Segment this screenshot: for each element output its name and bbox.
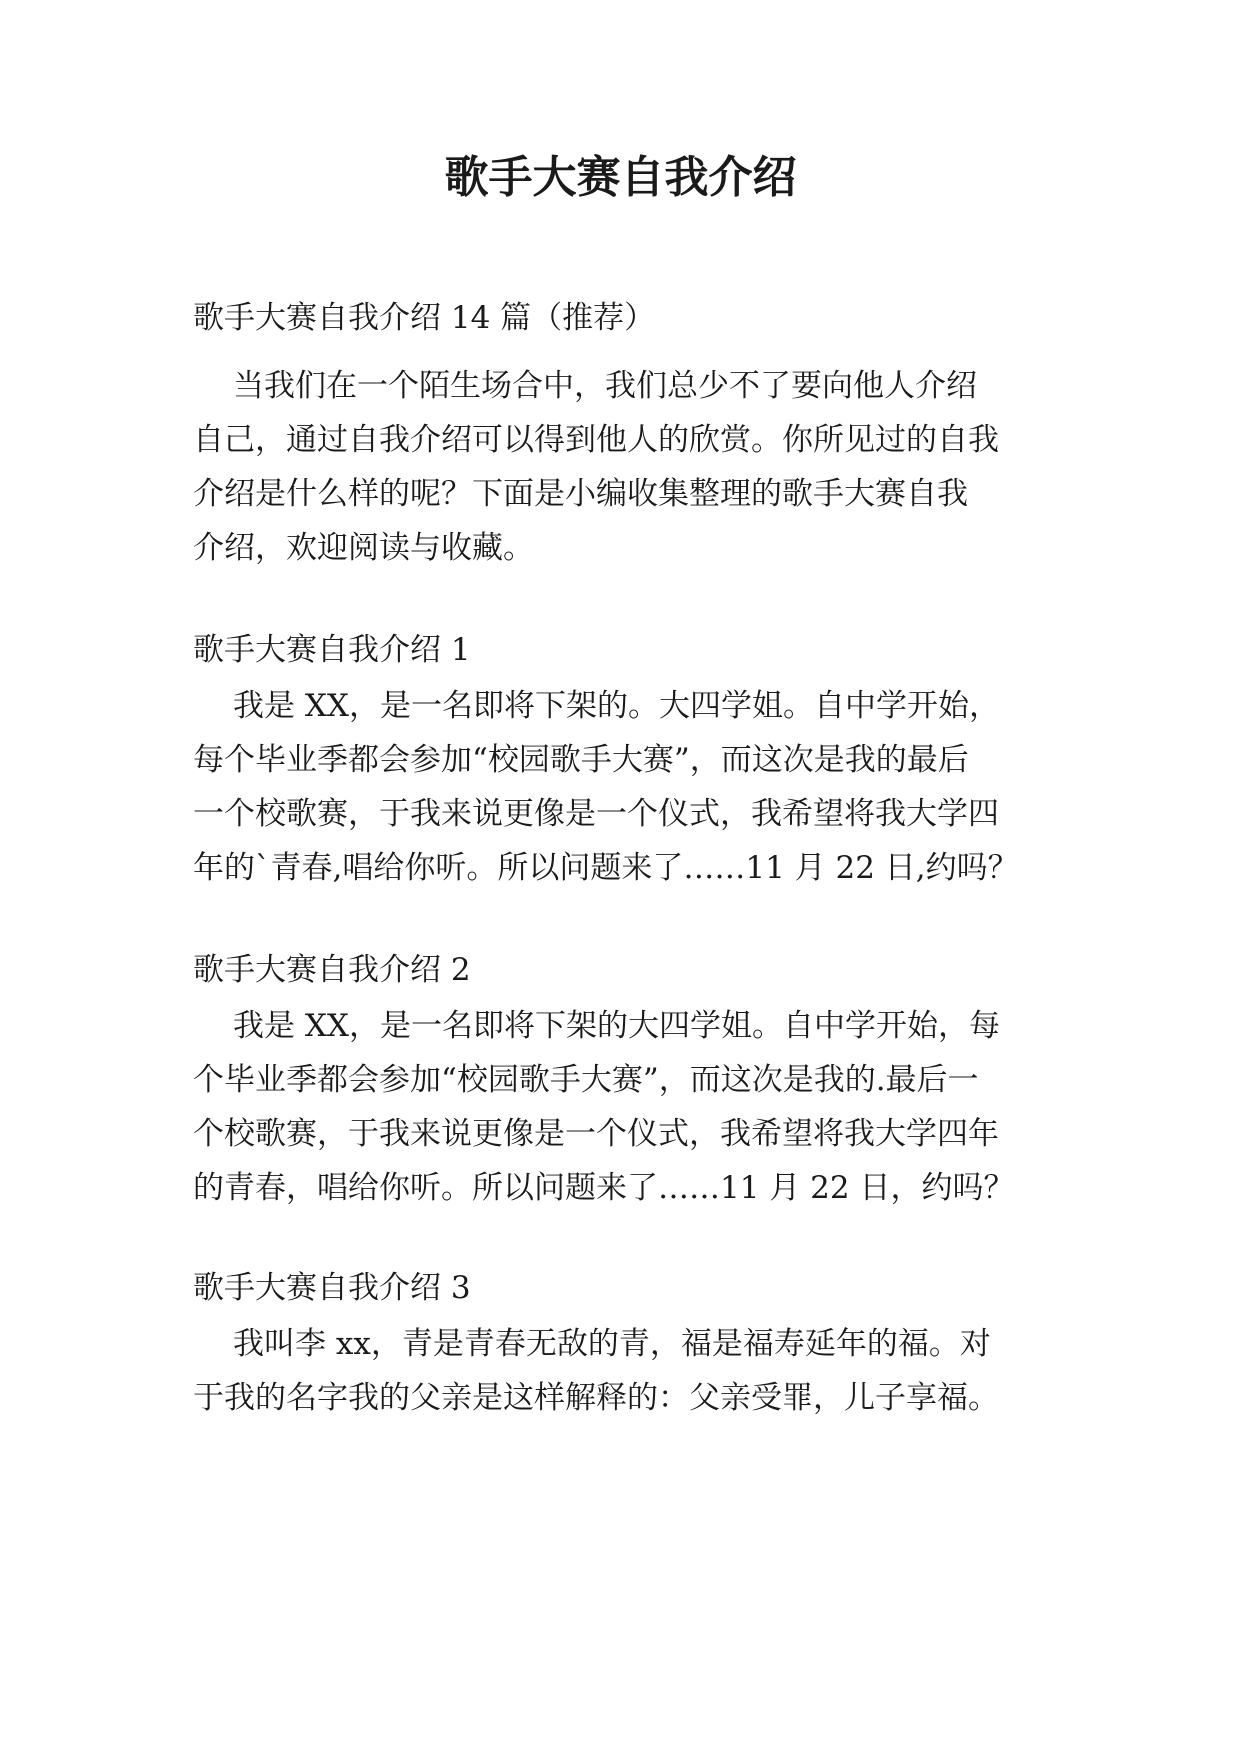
section-2-line-1: 我是 XX，是一名即将下架的大四学姐。自中学开始，每 xyxy=(233,1008,1000,1044)
intro-line-3: 介绍是什么样的呢？下面是小编收集整理的歌手大赛自我 xyxy=(193,476,968,512)
section-3-line-2: 于我的名字我的父亲是这样解释的：父亲受罪，儿子享福。 xyxy=(193,1380,999,1416)
section-1-line-3: 一个校歌赛，于我来说更像是一个仪式，我希望将我大学四 xyxy=(193,796,999,832)
section-1-line-4: 年的`青春,唱给你听。所以问题来了……11 月 22 日,约吗？ xyxy=(193,850,1019,886)
intro-line-1: 当我们在一个陌生场合中，我们总少不了要向他人介绍 xyxy=(233,368,977,404)
section-2-line-2: 个毕业季都会参加“校园歌手大赛”，而这次是我的.最后一 xyxy=(193,1062,979,1098)
section-1-line-1: 我是 XX，是一名即将下架的。大四学姐。自中学开始， xyxy=(233,688,1000,724)
section-3-heading: 歌手大赛自我介绍 3 xyxy=(193,1270,471,1306)
intro-line-4: 介绍，欢迎阅读与收藏。 xyxy=(193,530,534,566)
intro-line-2: 自己，通过自我介绍可以得到他人的欣赏。你所见过的自我 xyxy=(193,422,999,458)
document-subtitle: 歌手大赛自我介绍 14 篇（推荐） xyxy=(193,300,656,336)
section-3-line-1: 我叫李 xx，青是青春无敌的青，福是福寿延年的福。对 xyxy=(233,1326,991,1362)
section-1-heading: 歌手大赛自我介绍 1 xyxy=(193,632,471,668)
document-title: 歌手大赛自我介绍 xyxy=(444,152,797,203)
section-2-line-4: 的青春，唱给你听。所以问题来了……11 月 22 日，约吗？ xyxy=(193,1170,1015,1206)
section-2-line-3: 个校歌赛，于我来说更像是一个仪式，我希望将我大学四年 xyxy=(193,1116,999,1152)
section-2-heading: 歌手大赛自我介绍 2 xyxy=(193,952,471,988)
section-1-line-2: 每个毕业季都会参加“校园歌手大赛”，而这次是我的最后 xyxy=(193,742,969,778)
